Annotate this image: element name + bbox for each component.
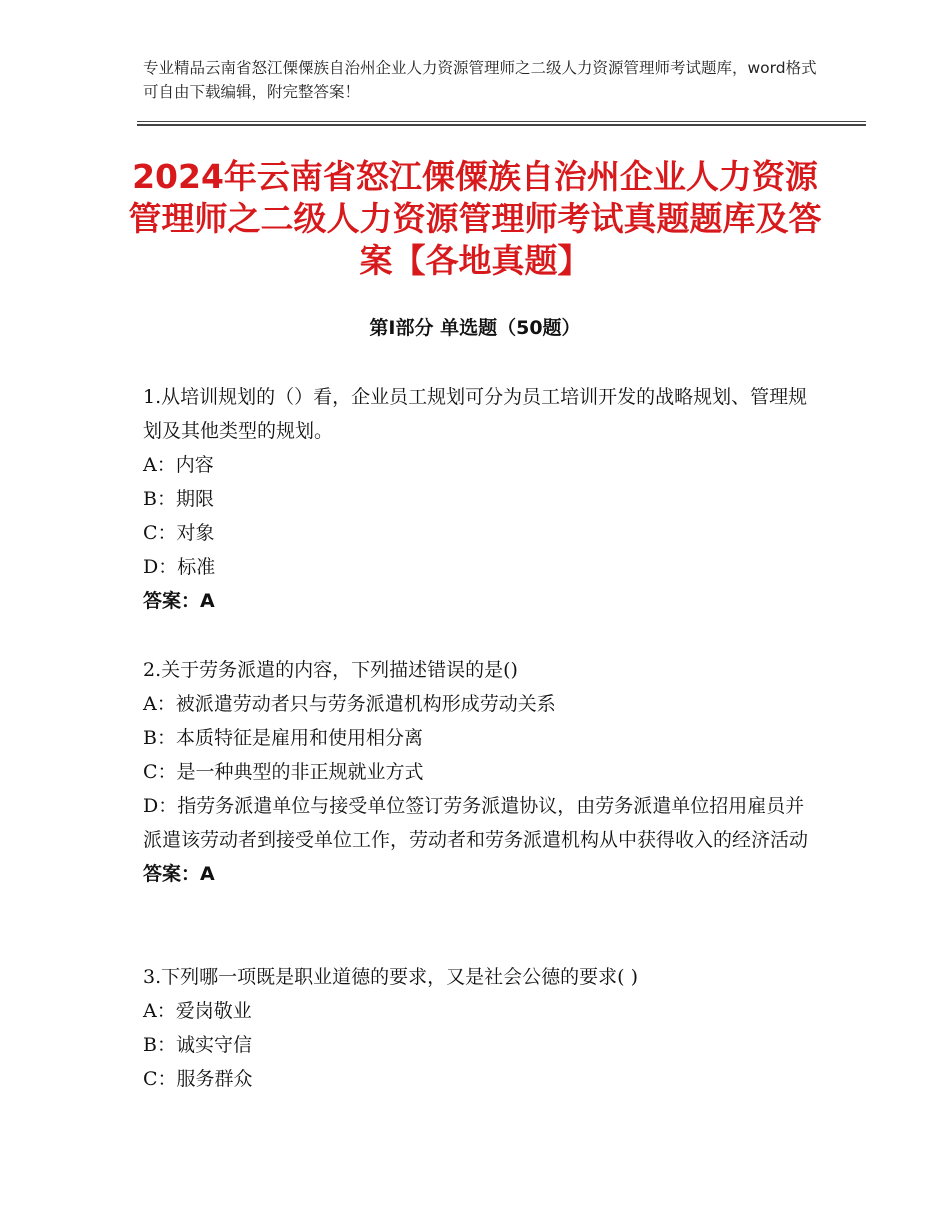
question-stem: 3.下列哪一项既是职业道德的要求，又是社会公德的要求( ) bbox=[143, 966, 638, 988]
question-stem: 1.从培训规划的（）看，企业员工规划可分为员工培训开发的战略规划、管理规划及其他类型的规划。 bbox=[143, 386, 808, 442]
header-note: 专业精品云南省怒江傈僳族自治州企业人力资源管理师之二级人力资源管理师考试题库，word格式可自由下载编辑，附完整答案！ bbox=[143, 59, 817, 101]
answer-line: 答案：A bbox=[143, 863, 215, 885]
option-c: C：对象 bbox=[143, 522, 215, 544]
option-a: A：被派遣劳动者只与劳务派遣机构形成劳动关系 bbox=[143, 693, 556, 715]
option-d: D：标准 bbox=[143, 556, 216, 578]
option-a: A：爱岗敬业 bbox=[143, 1000, 252, 1022]
question-3 bbox=[143, 960, 808, 1096]
option-d: D：指劳务派遣单位与接受单位签订劳务派遣协议，由劳务派遣单位招用雇员并派遣该劳动者到接受单位工作，劳动者和劳务派遣机构从中获得收入的经济活动 bbox=[143, 795, 809, 851]
answer-line: 答案：A bbox=[143, 590, 215, 612]
question-stem: 2.关于劳务派遣的内容，下列描述错误的是() bbox=[143, 659, 518, 681]
question-2 bbox=[143, 653, 808, 891]
option-b: B：诚实守信 bbox=[143, 1034, 252, 1056]
option-b: B：期限 bbox=[143, 488, 214, 510]
header-divider-thick bbox=[137, 124, 866, 126]
section-heading: 第Ⅰ部分 单选题（50题） bbox=[369, 317, 581, 339]
document-title: 2024年云南省怒江傈僳族自治州企业人力资源管理师之二级人力资源管理师考试真题题库及答案【各地真题】 bbox=[128, 157, 822, 280]
option-b: B：本质特征是雇用和使用相分离 bbox=[143, 727, 423, 749]
header-divider-thin bbox=[137, 121, 866, 122]
option-c: C：服务群众 bbox=[143, 1068, 253, 1090]
question-1 bbox=[143, 380, 808, 618]
option-c: C：是一种典型的非正规就业方式 bbox=[143, 761, 424, 783]
option-a: A：内容 bbox=[143, 454, 214, 476]
